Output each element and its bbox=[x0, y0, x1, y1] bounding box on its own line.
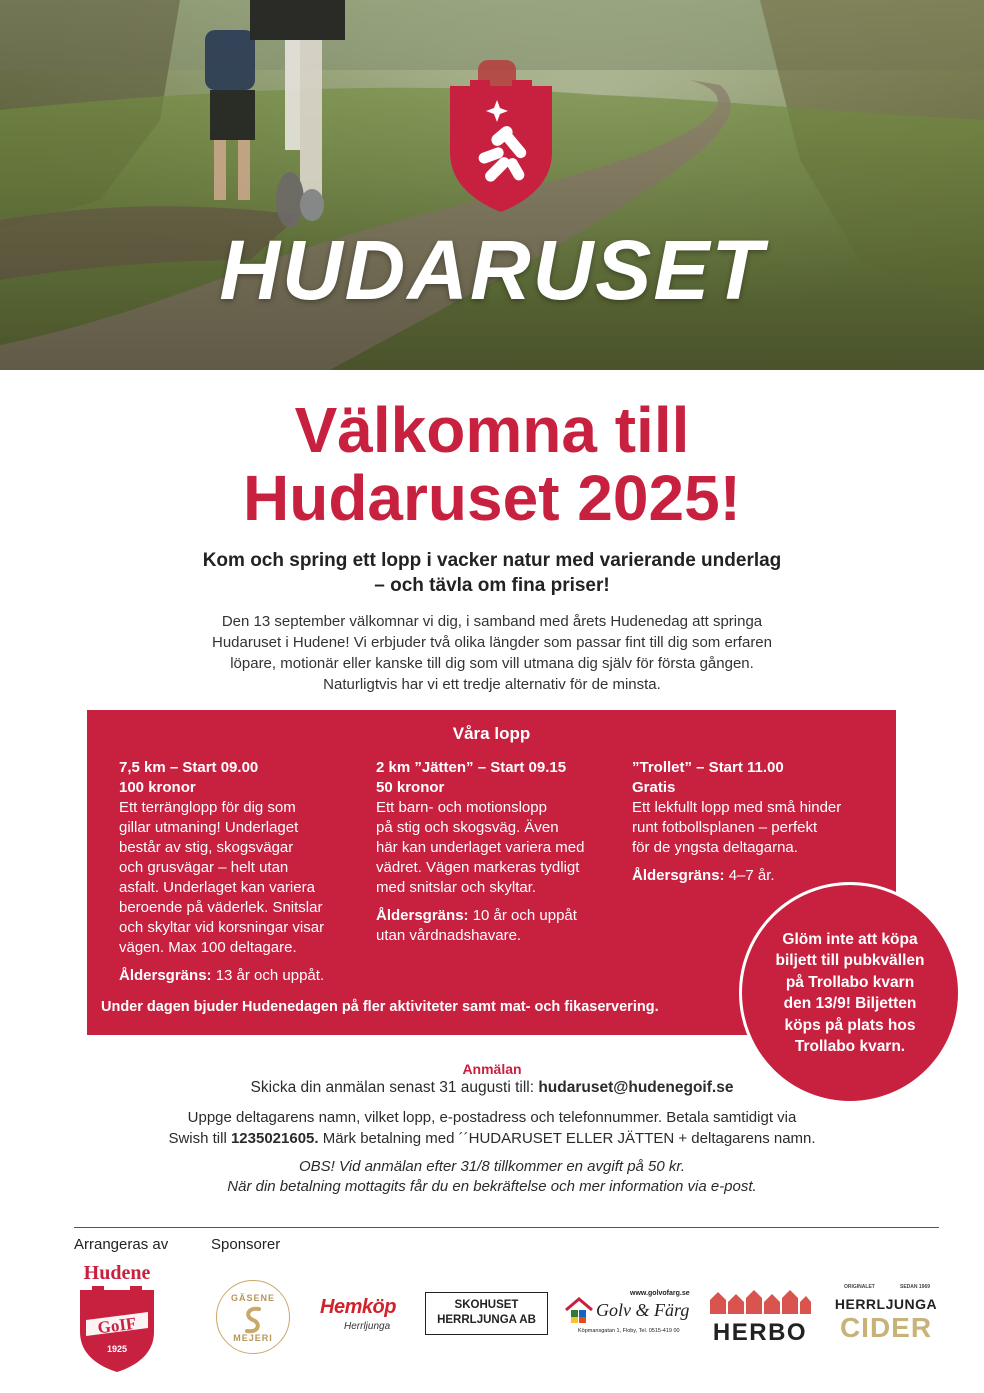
gasene-swirl-icon bbox=[217, 1305, 289, 1335]
organizer-label: Arrangeras av bbox=[74, 1236, 169, 1253]
race-trollet bbox=[632, 758, 872, 886]
description-line: och grusvägar – helt utan bbox=[119, 859, 289, 876]
race-age-limit bbox=[119, 966, 351, 986]
description-line: här kan underlaget variera med bbox=[376, 839, 585, 856]
footer-divider bbox=[74, 1227, 939, 1228]
hero-banner bbox=[0, 0, 984, 370]
cider-line-1: HERRLJUNGA bbox=[834, 1296, 938, 1312]
title-line-1: Välkomna till bbox=[294, 394, 690, 466]
skohuset-logo bbox=[425, 1292, 548, 1335]
badge-line: Glöm inte att köpa bbox=[782, 930, 918, 948]
race-price: 100 kronor bbox=[119, 779, 196, 796]
hudene-goif-logo bbox=[76, 1262, 158, 1372]
description-line: asfalt. Underlaget kan variera bbox=[119, 879, 315, 896]
age-label: Åldersgräns: bbox=[632, 867, 725, 884]
subheading-line-1: Kom och spring ett lopp i vacker natur med varierande underlag bbox=[202, 550, 782, 571]
races-footer-note: Under dagen bjuder Hudenedagen på fler aktiviteter samt mat- och fikaservering. bbox=[101, 999, 659, 1015]
intro-line: Den 13 september välkomnar vi dig, i samband med årets Hudenedag att springa bbox=[221, 613, 763, 630]
description-line: Ett terränglopp för dig som bbox=[119, 799, 296, 816]
sponsors-label: Sponsorer bbox=[211, 1236, 281, 1253]
description-line: med snitslar och skyltar. bbox=[376, 879, 537, 896]
registration-obs-note bbox=[120, 1157, 864, 1197]
intro-line: Hudaruset i Hudene! Vi erbjuder två olika längder som passar fint till dig som erfaren bbox=[211, 634, 772, 651]
gasene-text-top: GÄSENE bbox=[230, 1293, 275, 1303]
badge-line: Trollabo kvarn. bbox=[794, 1038, 906, 1055]
swish-prefix: Swish till bbox=[168, 1129, 231, 1147]
race-description bbox=[376, 798, 612, 898]
herrljunga-cider-logo bbox=[830, 1284, 942, 1348]
logo-text-name: GoIF bbox=[96, 1313, 138, 1338]
skohuset-line-1: SKOHUSET bbox=[454, 1299, 519, 1311]
herbo-name: HERBO bbox=[712, 1319, 808, 1346]
swish-suffix: Märk betalning med ´´HUDARUSET ELLER JÄTTEN + deltagarens namn. bbox=[318, 1129, 816, 1147]
race-heading: 7,5 km – Start 09.00 bbox=[119, 759, 259, 776]
description-line: på stig och skogsväg. Även bbox=[376, 819, 559, 836]
golv-farg-logo bbox=[564, 1290, 692, 1342]
logo-text-top: Hudene bbox=[83, 1262, 151, 1284]
intro-line: Naturligtvis har vi ett tredje alternativ för de minsta. bbox=[323, 676, 661, 693]
description-line: vädret. Vägen markeras tydligt bbox=[376, 859, 580, 876]
age-label: Åldersgräns: bbox=[119, 967, 212, 984]
race-price: Gratis bbox=[632, 779, 676, 796]
description-line: Ett barn- och motionslopp bbox=[376, 799, 547, 816]
hudaruset-shield-logo bbox=[442, 80, 560, 212]
intro-line: löpare, motionär eller kanske till dig som vill utmana dig själv för första gången. bbox=[230, 655, 754, 672]
races-title: Våra lopp bbox=[452, 724, 531, 743]
badge-line: den 13/9! Biljetten bbox=[783, 995, 917, 1012]
race-7-5km bbox=[119, 758, 351, 986]
gasene-text-bottom: MEJERI bbox=[233, 1333, 273, 1343]
hero-title: HUDARUSET bbox=[219, 223, 765, 317]
house-icon bbox=[564, 1296, 594, 1324]
hemkop-name: Hemköp bbox=[320, 1296, 396, 1318]
hemkop-logo bbox=[306, 1296, 410, 1336]
obs-line: OBS! Vid anmälan efter 31/8 tillkommer en avgift på 50 kr. bbox=[298, 1158, 686, 1175]
hemkop-sub: Herrljunga bbox=[344, 1321, 391, 1332]
age-value-line-2: utan vårdnadshavare. bbox=[376, 927, 522, 944]
race-heading: 2 km ”Jätten” – Start 09.15 bbox=[376, 759, 567, 776]
race-price: 50 kronor bbox=[376, 779, 445, 796]
age-value: 13 år och uppåt. bbox=[211, 967, 325, 984]
instructions-line: Uppge deltagarens namn, vilket lopp, e-postadress och telefonnummer. Betala samtidigt via bbox=[187, 1109, 797, 1126]
cider-top-right: SEDAN 1969 bbox=[900, 1284, 931, 1290]
age-value: 4–7 år. bbox=[724, 867, 775, 884]
golvfarg-url: www.golvofarg.se bbox=[630, 1290, 690, 1297]
race-age-limit bbox=[376, 906, 612, 946]
age-value: 10 år och uppåt bbox=[468, 907, 577, 924]
race-description bbox=[119, 798, 351, 958]
gasene-mejeri-logo bbox=[216, 1280, 290, 1354]
description-line: gillar utmaning! Underlaget bbox=[119, 819, 299, 836]
description-line: för de yngsta deltagarna. bbox=[632, 839, 798, 856]
description-line: består av stig, skogsvägar bbox=[119, 839, 294, 856]
registration-deadline bbox=[0, 1079, 984, 1097]
intro-paragraph bbox=[160, 611, 824, 695]
herbo-houses-icon bbox=[708, 1288, 812, 1314]
golvfarg-address: Köpmansgatan 1, Floby, Tel. 0515-419 00 bbox=[578, 1328, 680, 1334]
race-2km-jatten bbox=[376, 758, 612, 946]
registration-title: Anmälan bbox=[462, 1061, 522, 1077]
badge-line: köps på plats hos bbox=[784, 1016, 916, 1034]
cider-line-2: CIDER bbox=[839, 1312, 933, 1343]
golvfarg-name: Golv & Färg bbox=[596, 1300, 690, 1320]
badge-line: biljett till pubkvällen bbox=[775, 952, 925, 969]
description-line: och skyltar vid korsningar visar bbox=[119, 919, 325, 936]
page-title bbox=[0, 396, 984, 532]
race-description bbox=[632, 798, 872, 858]
subheading bbox=[150, 548, 834, 598]
description-line: vägen. Max 100 deltagare. bbox=[119, 939, 297, 956]
logo-text-year: 1925 bbox=[106, 1344, 128, 1354]
description-line: Ett lekfullt lopp med små hinder bbox=[632, 799, 842, 816]
registration-email[interactable]: hudaruset@hudenegoif.se bbox=[538, 1079, 734, 1096]
obs-line: När din betalning mottagits får du en bekräftelse och mer information via e-post. bbox=[227, 1178, 757, 1195]
herbo-logo bbox=[708, 1288, 812, 1344]
description-line: beroende på väderlek. Snitslar bbox=[119, 899, 323, 916]
swish-number: 1235021605. bbox=[230, 1129, 319, 1147]
badge-line: på Trollabo kvarn bbox=[785, 973, 915, 991]
title-line-2: Hudaruset 2025! bbox=[243, 462, 741, 534]
instructions-line bbox=[120, 1129, 864, 1150]
race-heading: ”Trollet” – Start 11.00 bbox=[632, 759, 784, 776]
description-line: runt fotbollsplanen – perfekt bbox=[632, 819, 818, 836]
subheading-line-2: – och tävla om fina priser! bbox=[374, 575, 610, 596]
registration-instructions bbox=[120, 1108, 864, 1149]
skohuset-line-2: HERRLJUNGA AB bbox=[437, 1314, 536, 1326]
cider-top-left: ORIGINALET bbox=[844, 1284, 875, 1290]
registration-send-text: Skicka din anmälan senast 31 augusti till: bbox=[250, 1079, 539, 1096]
age-label: Åldersgräns: bbox=[376, 907, 469, 924]
